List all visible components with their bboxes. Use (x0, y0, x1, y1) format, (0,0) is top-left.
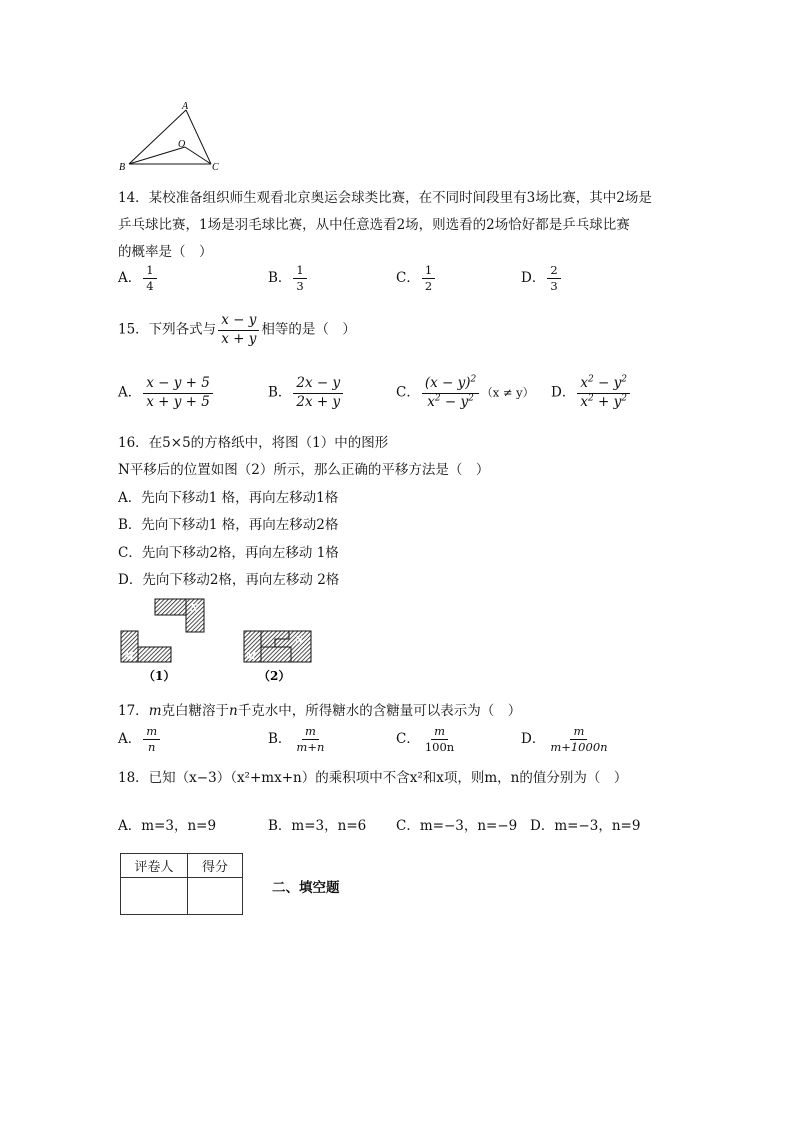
q15-option-c[interactable]: C． $\frac{(x - y)^2}{x^2 - y^2}$ （x ≠ y） (396, 374, 535, 410)
fraction: $\frac{m}{m+1000n}$ (550, 724, 608, 755)
fraction: $\frac{m}{n}$ (143, 725, 160, 754)
q17-option-a[interactable]: A． $\frac{m}{n}$ (118, 725, 162, 754)
figure1-caption: （1） (143, 669, 176, 683)
q16-stem-line2: N平移后的位置如图（2）所示，那么正确的平移方法是（ ） (118, 462, 490, 478)
q14-option-a[interactable]: A． $\frac{1}{4}$ (118, 264, 159, 293)
fraction: $\frac{x^2 - y^2}{x^2 + y^2}$ (577, 376, 630, 410)
vertex-label-c: C (212, 162, 219, 173)
q15-option-d[interactable]: D． $\frac{x^2 - y^2}{x^2 + y^2}$ (551, 376, 632, 410)
q17-option-b[interactable]: B． $\frac{m}{m+n}$ (268, 725, 329, 754)
q16-stem-line1: 16．在5×5的方格纸中，将图（1）中的图形 (118, 435, 389, 451)
grader-header: 评卷人 (121, 854, 188, 878)
q14-option-d[interactable]: D． $\frac{2}{3}$ (521, 264, 563, 293)
figure1-label-m: M (124, 650, 134, 662)
figure1-label-n: N (190, 602, 198, 614)
section-title: 二、填空题 (272, 880, 340, 896)
q18-option-d[interactable]: D．m=−3，n=9 (530, 818, 641, 834)
fraction: $\frac{x - y}{x + y}$ (218, 313, 259, 347)
score-header: 得分 (188, 854, 243, 878)
q15-option-b[interactable]: B． $\frac{2x - y}{2x + y}$ (268, 376, 345, 410)
fraction: $\frac{2x - y}{2x + y}$ (293, 376, 343, 410)
q14-option-c[interactable]: C． $\frac{1}{2}$ (396, 264, 437, 293)
figure2-label-n: N (295, 634, 303, 646)
fraction: $\frac{m}{m+n}$ (296, 724, 325, 755)
q16-option-a[interactable]: A．先向下移动1 格，再向左移动1格 (118, 490, 339, 506)
q14-stem-line3: 的概率是（ ） (118, 244, 213, 260)
q16-option-c[interactable]: C．先向下移动2格，再向左移动 1格 (118, 545, 339, 561)
fraction: $\frac{2}{3}$ (547, 264, 560, 293)
fraction: $\frac{1}{2}$ (422, 264, 435, 293)
q17-option-d[interactable]: D． $\frac{m}{m+1000n}$ (521, 725, 613, 754)
fraction: $\frac{1}{3}$ (293, 264, 306, 293)
q16-option-d[interactable]: D．先向下移动2格，再向左移动 2格 (118, 572, 340, 588)
q18-stem: 18．已知（x−3）（x²+mx+n）的乘积项中不含x²和x项，则m，n的值分别为（ ） (118, 770, 628, 786)
q14-stem-line1: 14．某校准备组织师生观看北京奥运会球类比赛，在不同时间段里有3场比赛，其中2场是 (118, 190, 652, 206)
fraction: $\frac{1}{4}$ (143, 264, 156, 293)
q16-option-b[interactable]: B．先向下移动1 格，再向左移动2格 (118, 517, 339, 533)
vertex-label-b: B (119, 162, 126, 173)
q17-option-c[interactable]: C． $\frac{m}{100n}$ (396, 725, 459, 754)
fraction: $\frac{x - y + 5}{x + y + 5}$ (143, 376, 213, 410)
q18-option-b[interactable]: B．m=3，n=6 (268, 818, 367, 834)
grader-table (120, 853, 243, 915)
triangle-figure (118, 100, 228, 175)
vertex-label-a: A (182, 101, 189, 112)
q14-option-b[interactable]: B． $\frac{1}{3}$ (268, 264, 309, 293)
translation-figure (118, 594, 328, 684)
vertex-label-o: O (178, 139, 186, 150)
q18-option-c[interactable]: C．m=−3，n=−9 (396, 818, 518, 834)
q15-option-a[interactable]: A． $\frac{x - y + 5}{x + y + 5}$ (118, 376, 215, 410)
figure2-caption: （2） (258, 669, 291, 683)
q18-option-a[interactable]: A．m=3，n=9 (118, 818, 217, 834)
q17-stem: 17．m克白糖溶于n千克水中，所得糖水的含糖量可以表示为（ ） (118, 703, 522, 719)
figure2-label-m: M (246, 650, 256, 662)
fraction: $\frac{(x - y)^2}{x^2 - y^2}$ (422, 376, 479, 410)
score-cell[interactable] (188, 878, 243, 915)
grader-cell[interactable] (121, 878, 188, 915)
fraction: $\frac{m}{100n}$ (424, 724, 455, 755)
q15-stem: 15．下列各式与 $\frac{x - y}{x + y}$ 相等的是（ ） (118, 312, 356, 347)
q14-stem-line2: 乒乓球比赛，1场是羽毛球比赛，从中任意选看2场，则选看的2场恰好都是乒乓球比赛 (118, 217, 630, 233)
